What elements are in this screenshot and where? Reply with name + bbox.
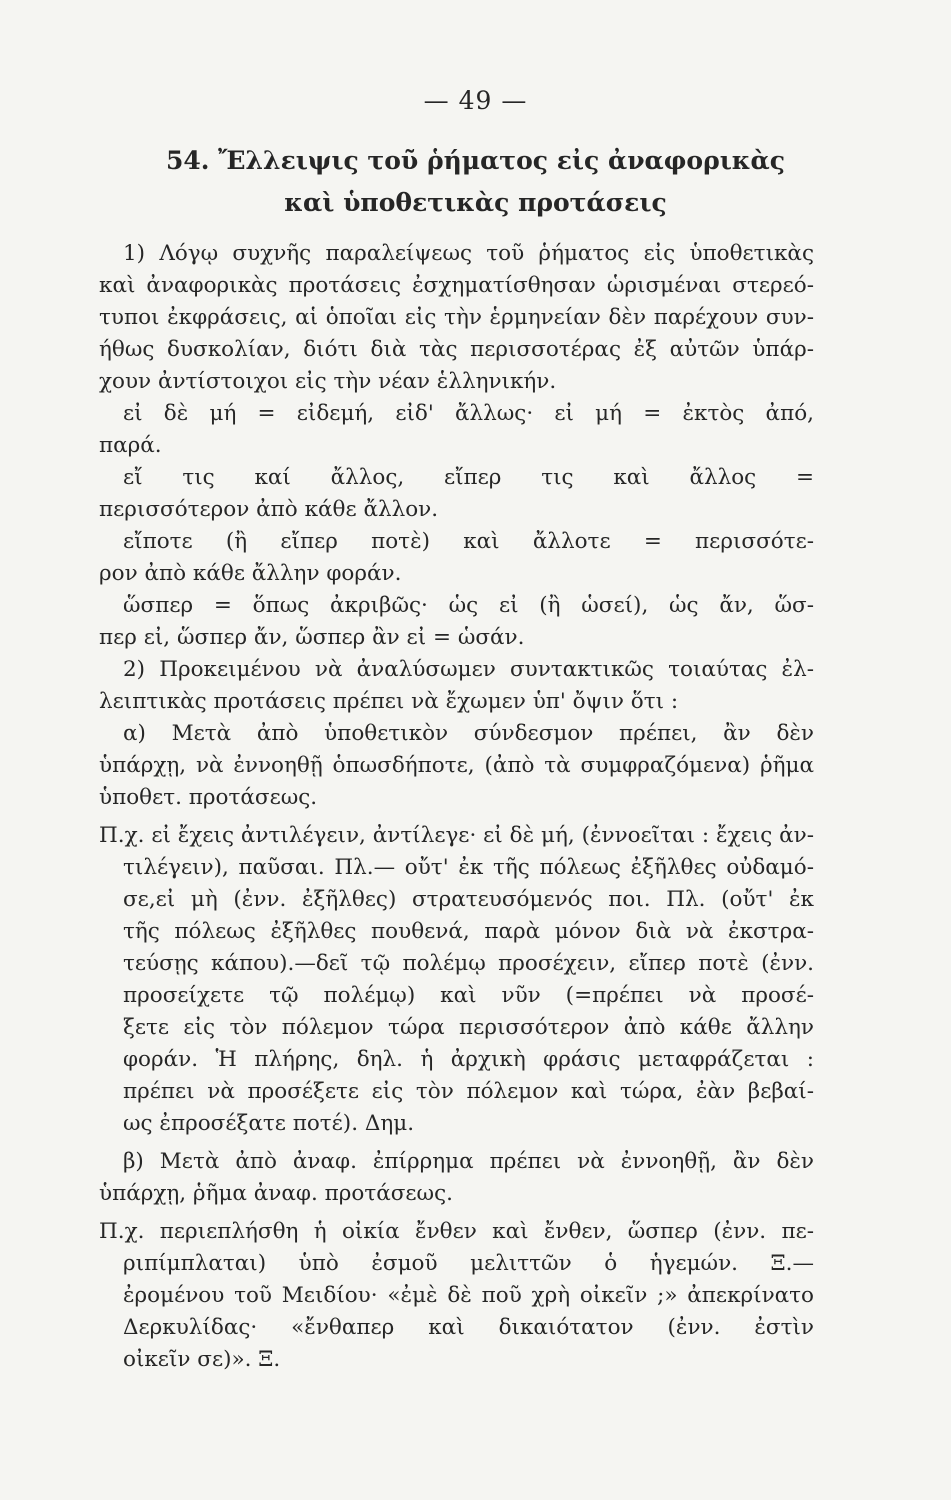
page-number: — 49 —: [423, 86, 528, 115]
text-line: τῆς πόλεως ἐξῆλθες πουθενά, παρὰ μόνον διὰ νὰ ἐκστρα-: [123, 919, 814, 944]
text-line: ρον ἀπὸ κάθε ἄλλην φοράν.: [99, 561, 402, 586]
text-line: οἰκεῖν σε)». Ξ.: [123, 1347, 281, 1372]
text-line: Δερκυλίδας· «ἔνθαπερ καὶ δικαιότατον (ἐνν. ἐστὶν: [123, 1315, 814, 1340]
text-line: ως ἐπροσέξατε ποτέ). Δημ.: [123, 1111, 415, 1136]
text-line: ὥσπερ = ὅπως ἀκριβῶς· ὡς εἰ (ἢ ὡσεί), ὡς ἄν, ὥσ-: [123, 593, 814, 618]
text-line: ξετε εἰς τὸν πόλεμον τώρα περισσότερον ἀπὸ κάθε ἄλλην: [123, 1015, 814, 1040]
text-line: Π.χ. εἰ ἔχεις ἀντιλέγειν, ἀντίλεγε· εἰ δὲ μή, (ἐννοεῖται : ἔχεις ἀν-: [99, 823, 814, 848]
heading-line-1: 54. Ἔλλειψις τοῦ ῥήματος εἰς ἀναφορικὰς: [165, 146, 785, 175]
text-line: σε,εἰ μὴ (ἐνν. ἐξῆλθες) στρατευσόμενός ποι. Πλ. (οὔτ' ἐκ: [123, 887, 814, 912]
text-line: ήθως δυσκολίαν, διότι διὰ τὰς περισσοτέρας ἐξ αὐτῶν ὑπάρ-: [99, 337, 814, 362]
text-line: 2) Προκειμένου νὰ ἀναλύσωμεν συντακτικῶς τοιαύτας ἐλ-: [123, 657, 814, 682]
text-line: ὑπάρχῃ, ῥῆμα ἀναφ. προτάσεως.: [99, 1181, 453, 1206]
text-line: τυποι ἐκφράσεις, αἱ ὁποῖαι εἰς τὴν ἑρμηνείαν δὲν παρέχουν συν-: [99, 305, 814, 330]
text-line: ἐρομένου τοῦ Μειδίου· «ἐμὲ δὲ ποῦ χρὴ οἰκεῖν ;» ἀπεκρίνατο: [123, 1283, 814, 1308]
text-line: περισσότερον ἀπὸ κάθε ἄλλον.: [99, 497, 439, 522]
text-line: β) Μετὰ ἀπὸ ἀναφ. ἐπίρρημα πρέπει νὰ ἐννοηθῇ, ἂν δὲν: [123, 1149, 814, 1174]
text-line: εἴ τις καί ἄλλος, εἴπερ τις καὶ ἄλλος =: [123, 465, 814, 490]
text-line: α) Μετὰ ἀπὸ ὑποθετικὸν σύνδεσμον πρέπει, ἂν δὲν: [123, 721, 814, 746]
text-line: περ εἰ, ὥσπερ ἄν, ὥσπερ ἂν εἰ = ὡσάν.: [99, 625, 525, 650]
text-line: ὑποθετ. προτάσεως.: [99, 785, 318, 810]
text-line: πρέπει νὰ προσέξετε εἰς τὸν πόλεμον καὶ τώρα, ἐὰν βεβαί-: [123, 1079, 814, 1104]
heading-line-2: καὶ ὑποθετικὰς προτάσεις: [284, 188, 667, 217]
text-line: ὑπάρχῃ, νὰ ἐννοηθῇ ὁπωσδήποτε, (ἀπὸ τὰ συμφραζόμενα) ῥῆμα: [99, 753, 814, 778]
text-line: λειπτικὰς προτάσεις πρέπει νὰ ἔχωμεν ὑπ' ὄψιν ὅτι :: [99, 689, 679, 714]
text-line: προσείχετε τῷ πολέμῳ) καὶ νῦν (=πρέπει νὰ προσέ-: [123, 983, 814, 1008]
text-line: χουν ἀντίστοιχοι εἰς τὴν νέαν ἑλληνικήν.: [99, 369, 557, 394]
text-line: παρά.: [99, 433, 162, 458]
text-line: τεύσῃς κάπου).—δεῖ τῷ πολέμῳ προσέχειν, εἴπερ ποτὲ (ἐνν.: [123, 951, 814, 976]
text-line: 1) Λόγῳ συχνῆς παραλείψεως τοῦ ῥήματος εἰς ὑποθετικὰς: [123, 241, 814, 266]
text-line: Π.χ. περιεπλήσθη ἡ οἰκία ἔνθεν καὶ ἔνθεν, ὥσπερ (ἐνν. πε-: [99, 1219, 814, 1244]
text-line: φοράν. Ἡ πλήρης, δηλ. ἡ ἀρχικὴ φράσις μεταφράζεται :: [123, 1047, 814, 1072]
text-line: τιλέγειν), παῦσαι. Πλ.— οὔτ' ἐκ τῆς πόλεως ἐξῆλθες οὐδαμό-: [123, 855, 814, 880]
text-line: εἰ δὲ μή = εἰδεμή, εἰδ' ἄλλως· εἰ μή = ἐκτὸς ἀπό,: [123, 401, 814, 426]
section-heading: [0, 140, 951, 224]
text-line: καὶ ἀναφορικὰς προτάσεις ἐσχηματίσθησαν ὡρισμέναι στερεό-: [99, 273, 814, 298]
body-text: [99, 238, 814, 1376]
text-line: ριπίμπλαται) ὑπὸ ἐσμοῦ μελιττῶν ὁ ἡγεμών. Ξ.—: [123, 1251, 814, 1276]
text-line: εἴποτε (ἢ εἴπερ ποτὲ) καὶ ἄλλοτε = περισσότε-: [123, 529, 814, 554]
